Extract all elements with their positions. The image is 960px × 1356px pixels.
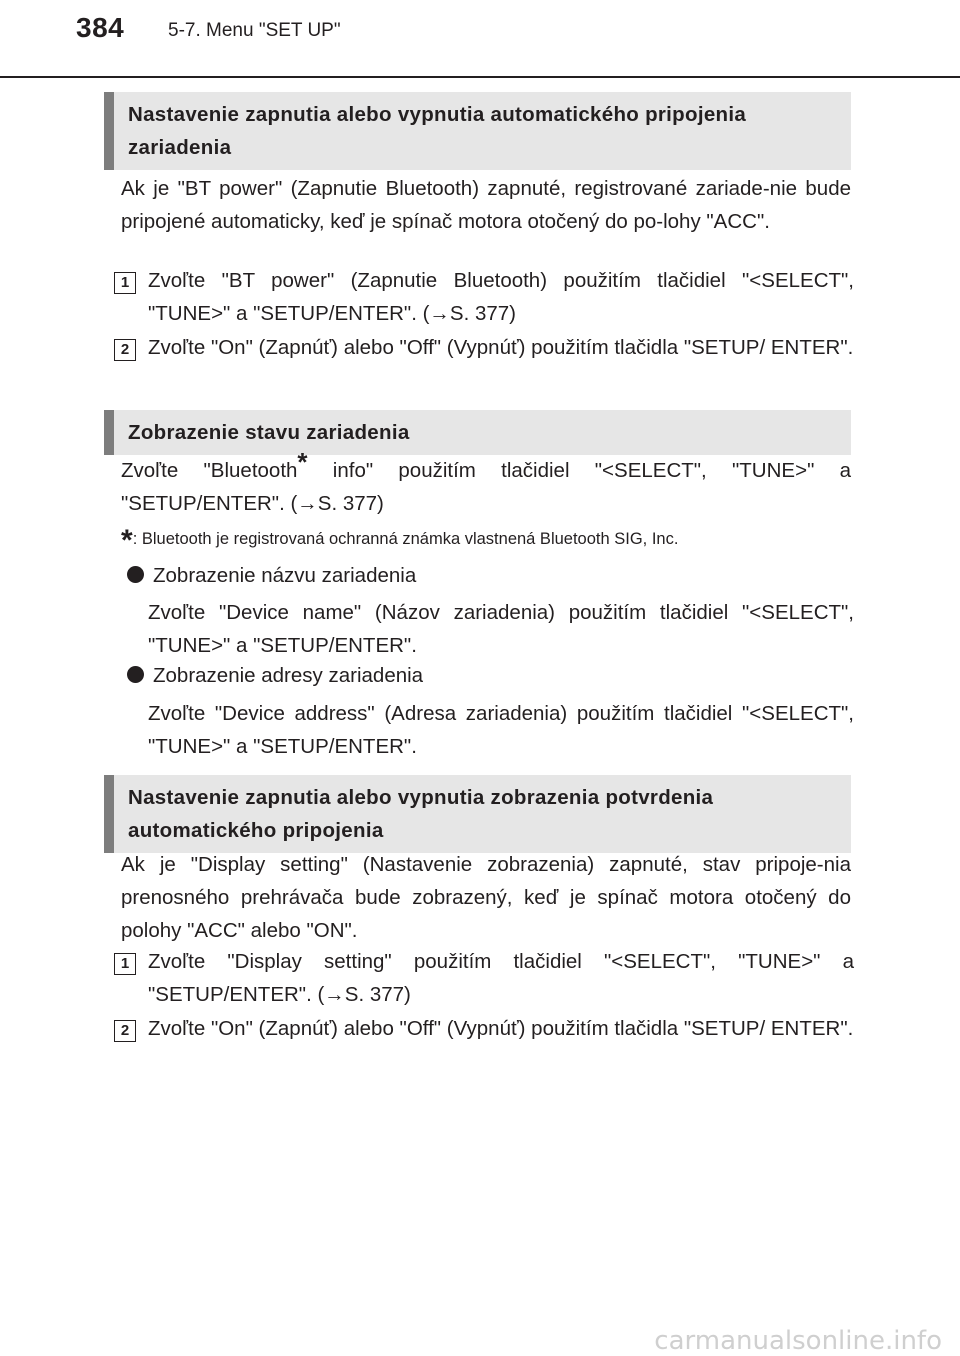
footnote-star: * [297,447,308,477]
step-number-badge: 1 [114,953,136,975]
footnote [121,524,851,556]
page-header [0,0,960,80]
header-divider [0,76,960,78]
step-number-badge: 2 [114,1020,136,1042]
bullet-heading-device-name: Zobrazenie názvu zariadenia [121,559,851,592]
page-number: 384 [76,12,125,43]
intro-text-a: Zvoľte "Bluetooth [121,459,298,482]
step-text: Zvoľte "On" (Zapnúť) alebo "Off" (Vypnúť) použitím tlačidla "SETUP/ ENTER". [148,336,854,359]
section-heading-display-setting: Nastavenie zapnutia alebo vypnutia zobrazenia potvrdenia automatického pripojenia [104,775,851,853]
section-heading-device-status: Zobrazenie stavu zariadenia [104,410,851,455]
step-number-badge: 2 [114,339,136,361]
bullet-icon [127,566,144,583]
intro-text-b: info" použitím tlačidiel "<SELECT", "TUNE>" a "SETUP/ENTER". (→S. 377) [121,459,852,515]
bullet-icon [127,666,144,683]
step-text: Zvoľte "On" (Zapnúť) alebo "Off" (Vypnúť) použitím tlačidla "SETUP/ ENTER". [148,1017,854,1040]
step-number-badge: 1 [114,272,136,294]
footnote-mark: * [121,524,133,557]
section3-intro: Ak je "Display setting" (Nastavenie zobrazenia) zapnuté, stav pripoje-nia prenosného prehrávača bude zobrazený, keď je spínač motora otočený do polohy "ACC" alebo "ON". [121,853,851,942]
step-text: Zvoľte "Display setting" použitím tlačidiel "<SELECT", "TUNE>" a "SETUP/ENTER". (→S. 377) [148,950,854,1006]
bullet-text: Zvoľte "Device name" (Názov zariadenia) použitím tlačidiel "<SELECT", "TUNE>" a "SETUP/ENTER". [148,601,854,657]
bullet-text: Zvoľte "Device address" (Adresa zariadenia) použitím tlačidiel "<SELECT", "TUNE>" a "SETUP/ENTER". [148,702,854,758]
section-heading-auto-connect: Nastavenie zapnutia alebo vypnutia automatického pripojenia zariadenia [104,92,851,170]
section-breadcrumb: 5-7. Menu "SET UP" [168,20,341,41]
bullet-heading-device-address: Zobrazenie adresy zariadenia [121,659,851,692]
step-text: Zvoľte "BT power" (Zapnutie Bluetooth) použitím tlačidiel "<SELECT", "TUNE>" a "SETUP/ENTER". (→S. 377) [148,269,854,325]
footnote-text: : Bluetooth je registrovaná ochranná známka vlastnená Bluetooth SIG, Inc. [132,530,679,548]
section2-intro [121,447,852,520]
section1-intro: Ak je "BT power" (Zapnutie Bluetooth) zapnuté, registrované zariade-nie bude pripojené automaticky, keď je spínač motora otočený do po-lohy "ACC". [121,177,851,233]
watermark: carmanualsonline.info [654,1326,942,1356]
